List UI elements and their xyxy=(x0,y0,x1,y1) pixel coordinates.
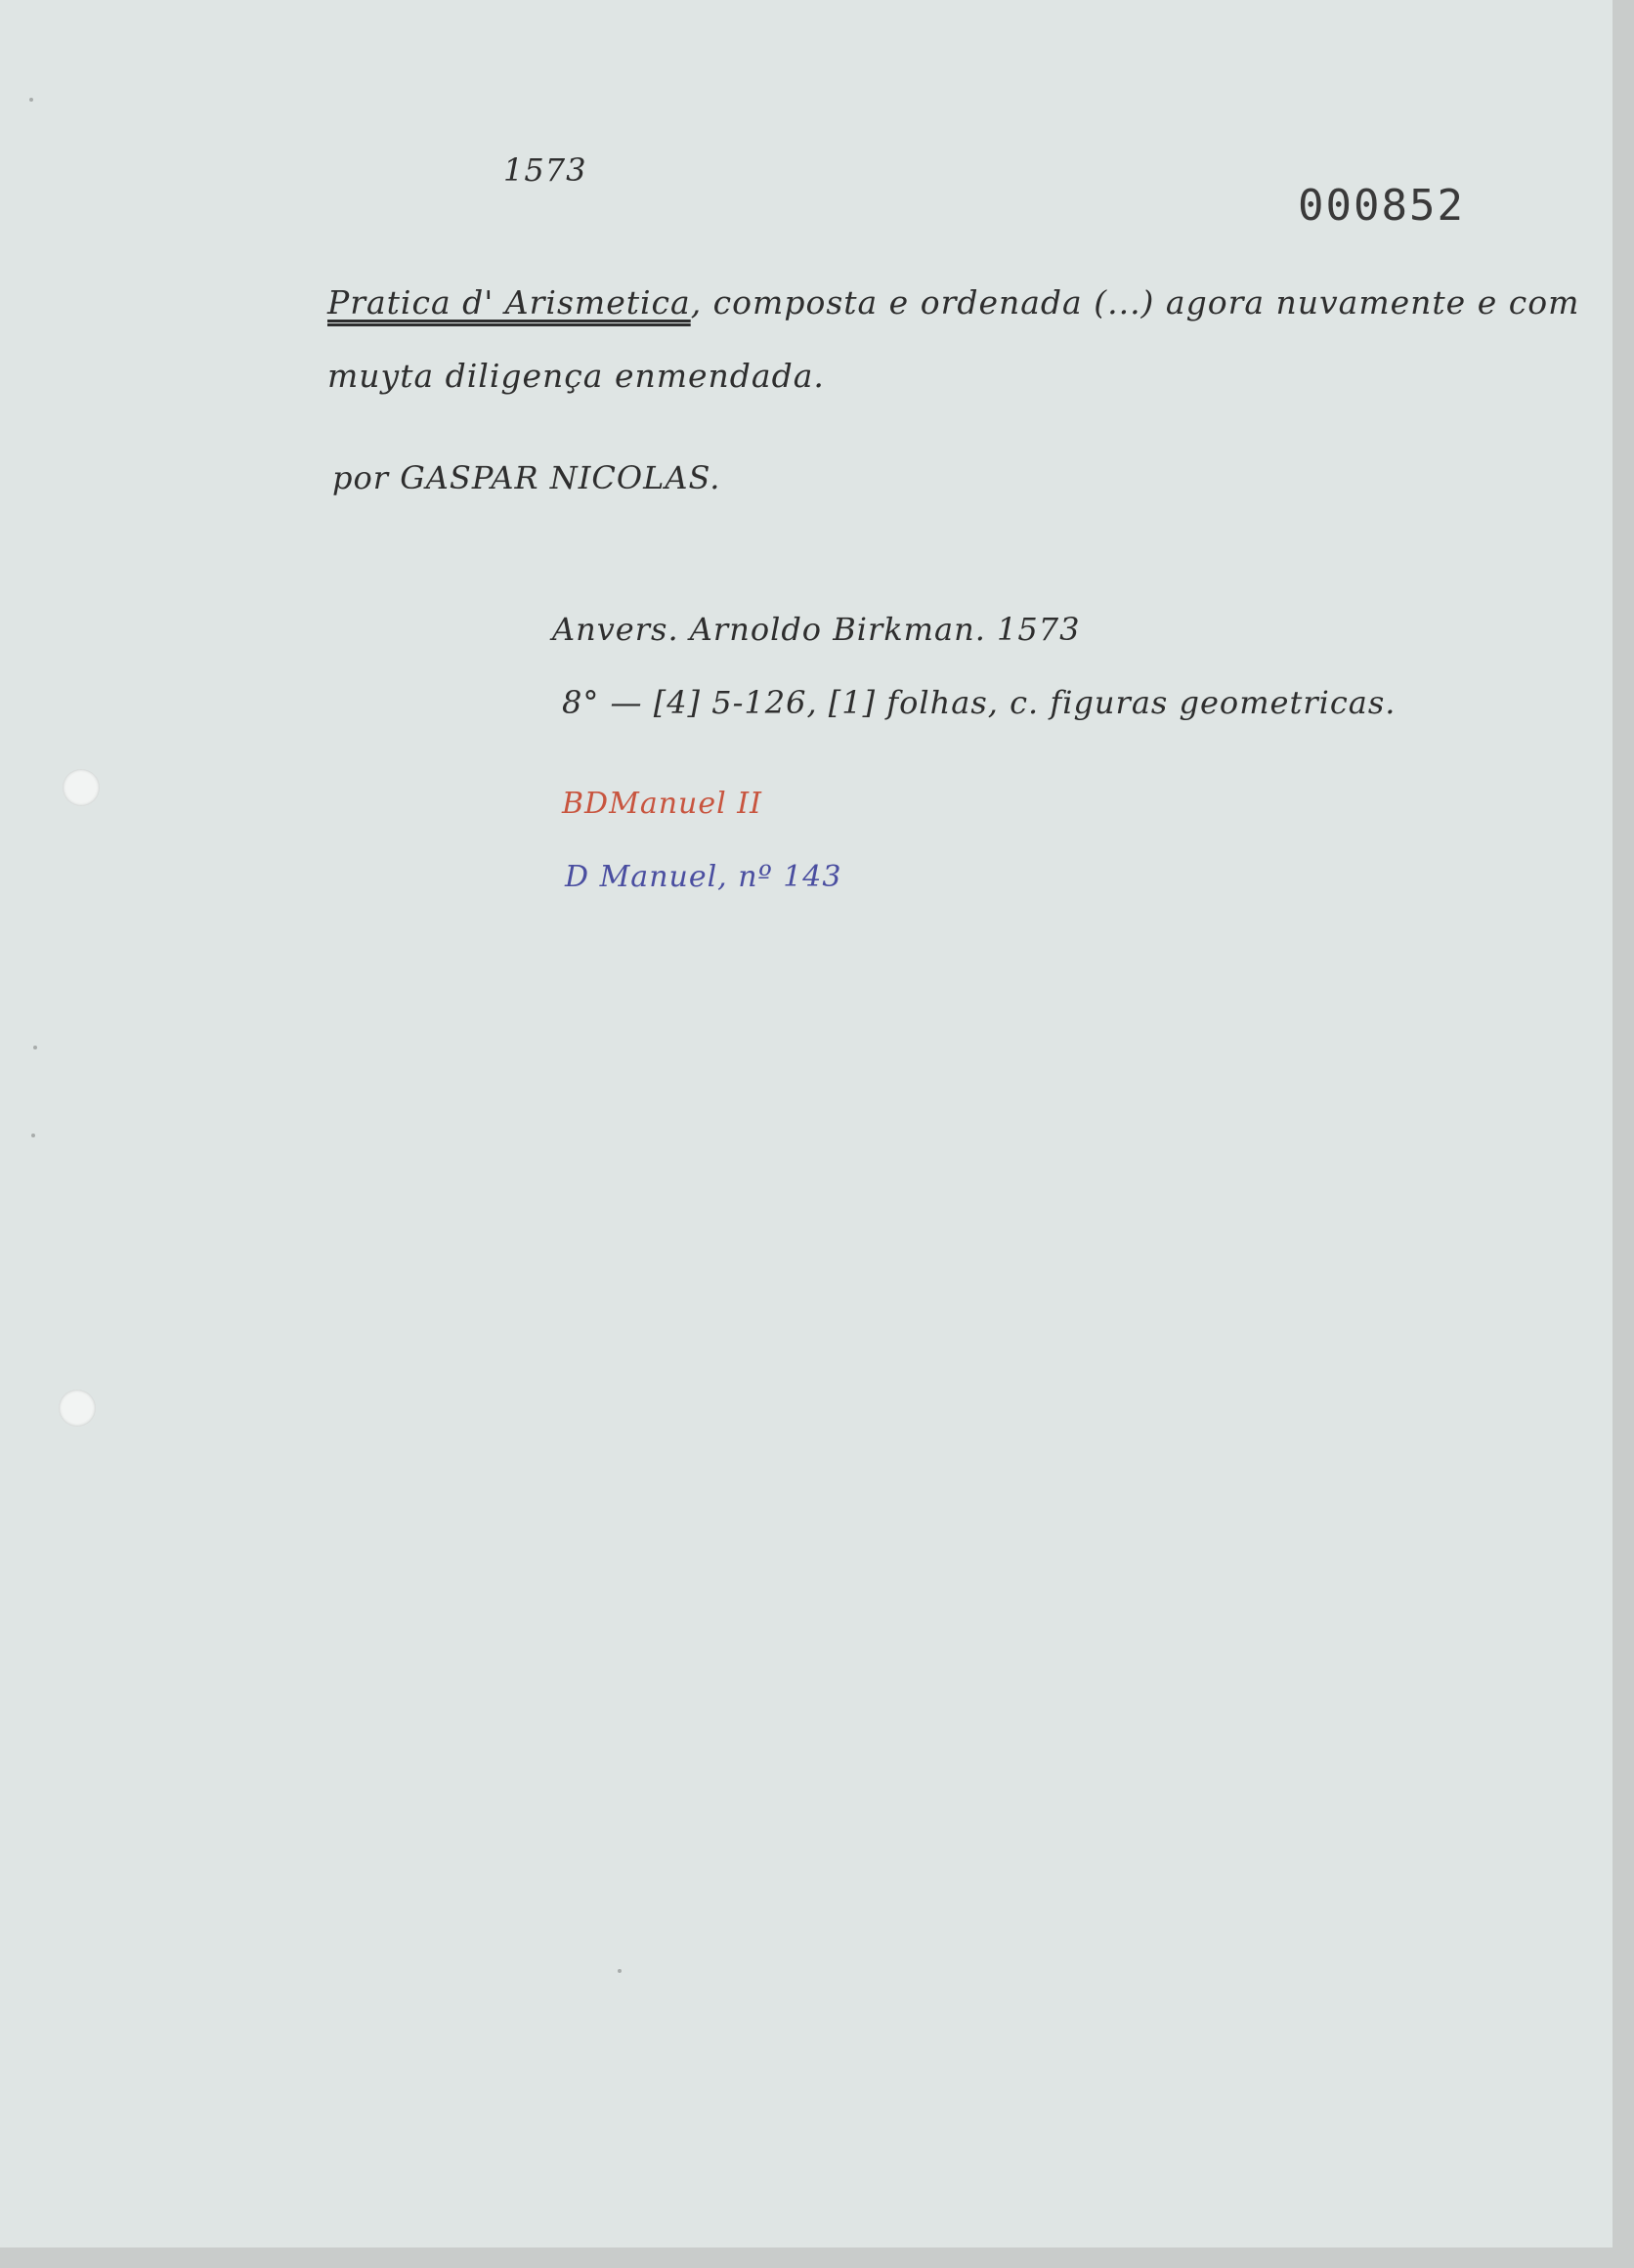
author: por GASPAR NICOLAS. xyxy=(332,459,721,496)
year-heading: 1573 xyxy=(503,151,587,189)
speck xyxy=(31,1134,35,1137)
imprint: Anvers. Arnoldo Birkman. 1573 xyxy=(552,611,1081,648)
punch-hole xyxy=(63,769,100,806)
speck xyxy=(618,1969,622,1973)
speck xyxy=(33,1046,37,1049)
punch-hole xyxy=(59,1390,96,1427)
speck xyxy=(29,98,33,102)
title-line-2: muyta diligença enmendada. xyxy=(327,357,825,395)
title-continuation: , composta e ordenada (...) agora nuvamente e com xyxy=(690,283,1580,321)
title-line-1 xyxy=(327,283,1579,321)
title-main: Pratica d' Arismetica xyxy=(327,283,691,321)
reference-blue: D Manuel, nº 143 xyxy=(565,860,842,894)
reference-red: BDManuel II xyxy=(562,787,762,821)
collation: 8° — [4] 5-126, [1] folhas, c. figuras geometricas. xyxy=(562,684,1397,721)
catalog-number: 000852 xyxy=(1298,181,1465,231)
